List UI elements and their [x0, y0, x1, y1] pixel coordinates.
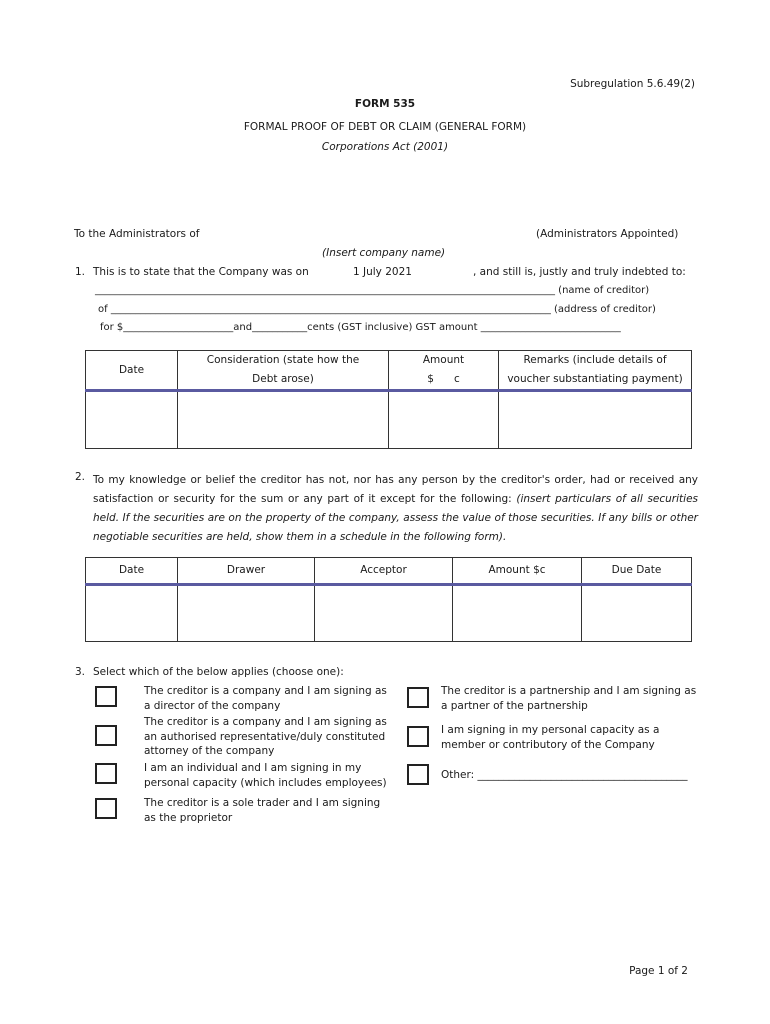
- securities-table-row[interactable]: [86, 585, 692, 642]
- option-partnership-checkbox[interactable]: [407, 687, 429, 708]
- option-authorised-representative-label: The creditor is a company and I am signing as an authorised representative/duly constituted attorney of the company: [144, 716, 387, 757]
- section-2-number: 2.: [75, 471, 86, 483]
- option-sole-trader-label: The creditor is a sole trader and I am signing as the proprietor: [144, 797, 381, 824]
- debt-table-header-row: [86, 351, 692, 391]
- section-3-number: 3.: [75, 666, 86, 678]
- securities-cell-drawer[interactable]: [178, 585, 315, 642]
- creditor-name-line[interactable]: ____________________________________________________________________________________________ (name of creditor): [95, 285, 650, 296]
- insert-company-name-hint: (Insert company name): [322, 247, 446, 259]
- debt-table-row[interactable]: [86, 391, 692, 449]
- securities-header-date: Date: [86, 558, 178, 585]
- securities-cell-date[interactable]: [86, 585, 178, 642]
- act-name: Corporations Act (2001): [321, 141, 449, 153]
- option-member-contributory-checkbox[interactable]: [407, 726, 429, 747]
- form-number: FORM 535: [354, 98, 416, 110]
- securities-header-amount: Amount $c: [453, 558, 582, 585]
- securities-table: [85, 557, 692, 642]
- debt-date-value[interactable]: 1 July 2021: [353, 266, 412, 278]
- securities-cell-amount[interactable]: [453, 585, 582, 642]
- option-company-director-label: The creditor is a company and I am signing as a director of the company: [144, 685, 387, 712]
- debt-table: [85, 350, 692, 449]
- to-administrators-label: To the Administrators of: [74, 228, 200, 240]
- option-other-checkbox[interactable]: [407, 764, 429, 785]
- debt-table-header-consideration: Consideration (state how the Debt arose): [178, 351, 389, 391]
- option-individual-checkbox[interactable]: [95, 763, 117, 784]
- securities-header-due-date: Due Date: [582, 558, 692, 585]
- option-individual-label: I am an individual and I am signing in my personal capacity (which includes employees): [144, 762, 387, 789]
- page-number: Page 1 of 2: [629, 965, 688, 977]
- section-2-paragraph: [93, 471, 698, 547]
- debt-table-cell-date[interactable]: [86, 391, 178, 449]
- subregulation: Subregulation 5.6.49(2): [570, 78, 695, 90]
- option-authorised-representative-checkbox[interactable]: [95, 725, 117, 746]
- securities-cell-acceptor[interactable]: [315, 585, 453, 642]
- option-sole-trader-checkbox[interactable]: [95, 798, 117, 819]
- administrators-appointed-label: (Administrators Appointed): [536, 228, 679, 240]
- option-company-director-checkbox[interactable]: [95, 686, 117, 707]
- debt-table-cell-amount[interactable]: [389, 391, 499, 449]
- securities-header-drawer: Drawer: [178, 558, 315, 585]
- securities-table-header-row: [86, 558, 692, 585]
- debt-table-header-amount: Amount $ c: [389, 351, 499, 391]
- option-other-label[interactable]: Other: ________________________________________: [441, 769, 688, 781]
- section-3-prompt: Select which of the below applies (choose one):: [93, 666, 344, 678]
- section-2-text: To my knowledge or belief the creditor has not, nor has any person by the creditor's order, had or received any satisfaction or security for the sum or any part of it except for the following:: [93, 474, 698, 505]
- securities-header-acceptor: Acceptor: [315, 558, 453, 585]
- section-1-text-start: This is to state that the Company was on: [93, 266, 309, 278]
- creditor-address-line[interactable]: of ________________________________________________________________________________________ (address of creditor): [98, 304, 656, 315]
- debt-table-cell-remarks[interactable]: [499, 391, 692, 449]
- amount-line[interactable]: for $______________________and___________cents (GST inclusive) GST amount ____________________________: [100, 322, 621, 333]
- section-1-text-end: , and still is, justly and truly indebted to:: [473, 266, 686, 278]
- debt-table-header-remarks: Remarks (include details of voucher substantiating payment): [499, 351, 692, 391]
- section-1-number: 1.: [75, 266, 86, 278]
- option-member-contributory-label: I am signing in my personal capacity as a member or contributory of the Company: [441, 724, 660, 751]
- section-2-italic-text: (insert particulars of all securities held. If the securities are on the property of the company, assess the value of those securities. If any bills or other negotiable securities are held, show them in a schedule in the following form).: [93, 493, 699, 543]
- debt-table-cell-consideration[interactable]: [178, 391, 389, 449]
- option-partnership-label: The creditor is a partnership and I am signing as a partner of the partnership: [441, 685, 697, 712]
- debt-table-header-date: Date: [86, 351, 178, 391]
- securities-cell-due-date[interactable]: [582, 585, 692, 642]
- form-title: FORMAL PROOF OF DEBT OR CLAIM (GENERAL FORM): [243, 121, 527, 133]
